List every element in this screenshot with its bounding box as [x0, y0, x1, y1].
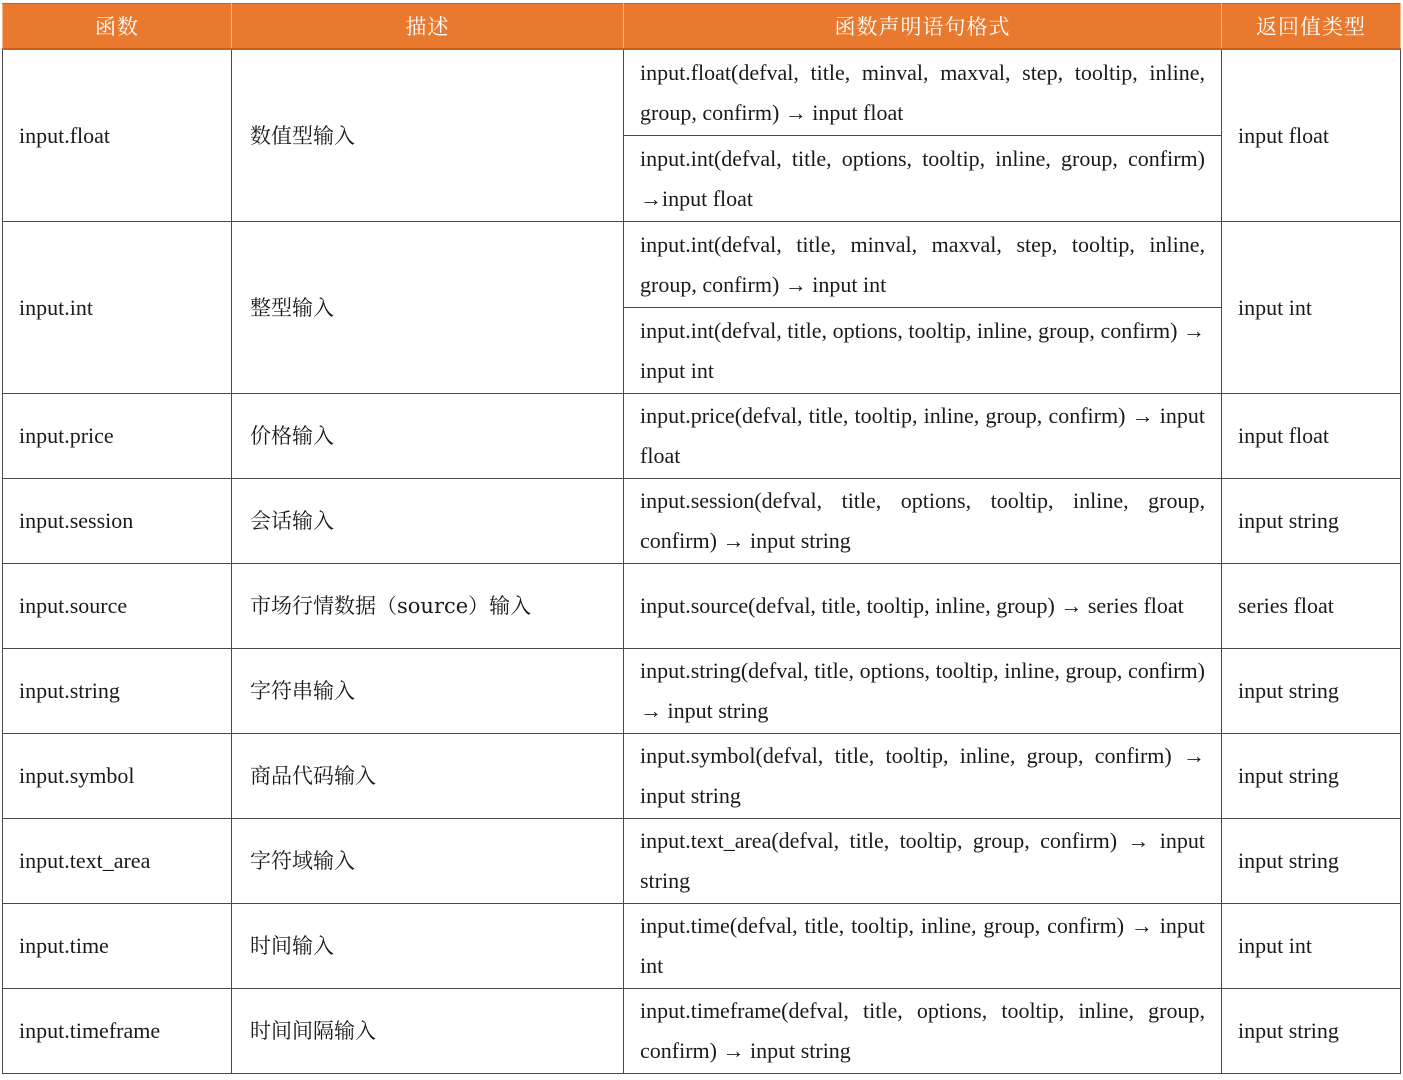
function-signature-cell — [624, 49, 1222, 222]
function-signature: input.timeframe(defval, title, options, tooltip, inline, group, confirm) → input string — [624, 989, 1222, 1074]
return-type: input string — [1222, 734, 1401, 819]
table-row — [3, 479, 1401, 564]
signature-variant — [624, 50, 1221, 136]
return-type: input string — [1222, 819, 1401, 904]
header-return-type: 返回值类型 — [1222, 4, 1401, 50]
function-description: 时间输入 — [232, 904, 624, 989]
function-name: input.source — [3, 564, 232, 649]
function-signature: input.time(defval, title, tooltip, inline, group, confirm) → input int — [624, 904, 1222, 989]
function-signature: input.int(defval, title, options, tooltip, inline, group, confirm) →input float — [640, 145, 1205, 211]
function-signature: input.source(defval, title, tooltip, inline, group) → series float — [624, 564, 1222, 649]
header-description: 描述 — [232, 4, 624, 50]
function-name: input.symbol — [3, 734, 232, 819]
signature-variant — [624, 222, 1221, 308]
function-table-container — [2, 3, 1400, 1074]
function-description: 市场行情数据（source）输入 — [232, 564, 624, 649]
function-name: input.text_area — [3, 819, 232, 904]
return-type: input string — [1222, 989, 1401, 1074]
table-body — [3, 49, 1401, 1074]
function-signature: input.price(defval, title, tooltip, inline, group, confirm) → input float — [624, 394, 1222, 479]
function-name: input.session — [3, 479, 232, 564]
table-row — [3, 49, 1401, 222]
table-row — [3, 989, 1401, 1074]
table-row — [3, 394, 1401, 479]
function-description: 时间间隔输入 — [232, 989, 624, 1074]
function-description: 价格输入 — [232, 394, 624, 479]
signature-variant — [624, 308, 1221, 393]
table-row — [3, 819, 1401, 904]
table-row — [3, 564, 1401, 649]
table-row — [3, 904, 1401, 989]
return-type: input int — [1222, 222, 1401, 394]
function-signature: input.text_area(defval, title, tooltip, group, confirm) → input string — [624, 819, 1222, 904]
function-description: 字符串输入 — [232, 649, 624, 734]
function-signature: input.int(defval, title, minval, maxval, step, tooltip, inline, group, confirm) → input int — [640, 231, 1205, 297]
function-description: 会话输入 — [232, 479, 624, 564]
header-signature: 函数声明语句格式 — [624, 4, 1222, 50]
header-function: 函数 — [3, 4, 232, 50]
return-type: input float — [1222, 394, 1401, 479]
function-signature: input.session(defval, title, options, tooltip, inline, group, confirm) → input string — [624, 479, 1222, 564]
function-name: input.int — [3, 222, 232, 394]
table-row — [3, 734, 1401, 819]
return-type: series float — [1222, 564, 1401, 649]
function-description: 整型输入 — [232, 222, 624, 394]
table-header — [3, 4, 1401, 50]
function-name: input.price — [3, 394, 232, 479]
return-type: input float — [1222, 49, 1401, 222]
function-name: input.float — [3, 49, 232, 222]
return-type: input string — [1222, 479, 1401, 564]
function-name: input.string — [3, 649, 232, 734]
function-signature: input.string(defval, title, options, tooltip, inline, group, confirm) → input string — [624, 649, 1222, 734]
function-signature: input.symbol(defval, title, tooltip, inline, group, confirm) → input string — [624, 734, 1222, 819]
input-functions-table — [2, 3, 1401, 1074]
table-row — [3, 222, 1401, 394]
function-signature: input.float(defval, title, minval, maxval, step, tooltip, inline, group, confirm) → input float — [640, 59, 1205, 125]
function-signature-cell — [624, 222, 1222, 394]
table-row — [3, 649, 1401, 734]
function-description: 数值型输入 — [232, 49, 624, 222]
function-name: input.timeframe — [3, 989, 232, 1074]
return-type: input string — [1222, 649, 1401, 734]
return-type: input int — [1222, 904, 1401, 989]
function-signature: input.int(defval, title, options, tooltip, inline, group, confirm) → input int — [640, 317, 1205, 383]
function-description: 字符域输入 — [232, 819, 624, 904]
function-description: 商品代码输入 — [232, 734, 624, 819]
header-row — [3, 4, 1401, 50]
function-name: input.time — [3, 904, 232, 989]
signature-variant — [624, 136, 1221, 221]
